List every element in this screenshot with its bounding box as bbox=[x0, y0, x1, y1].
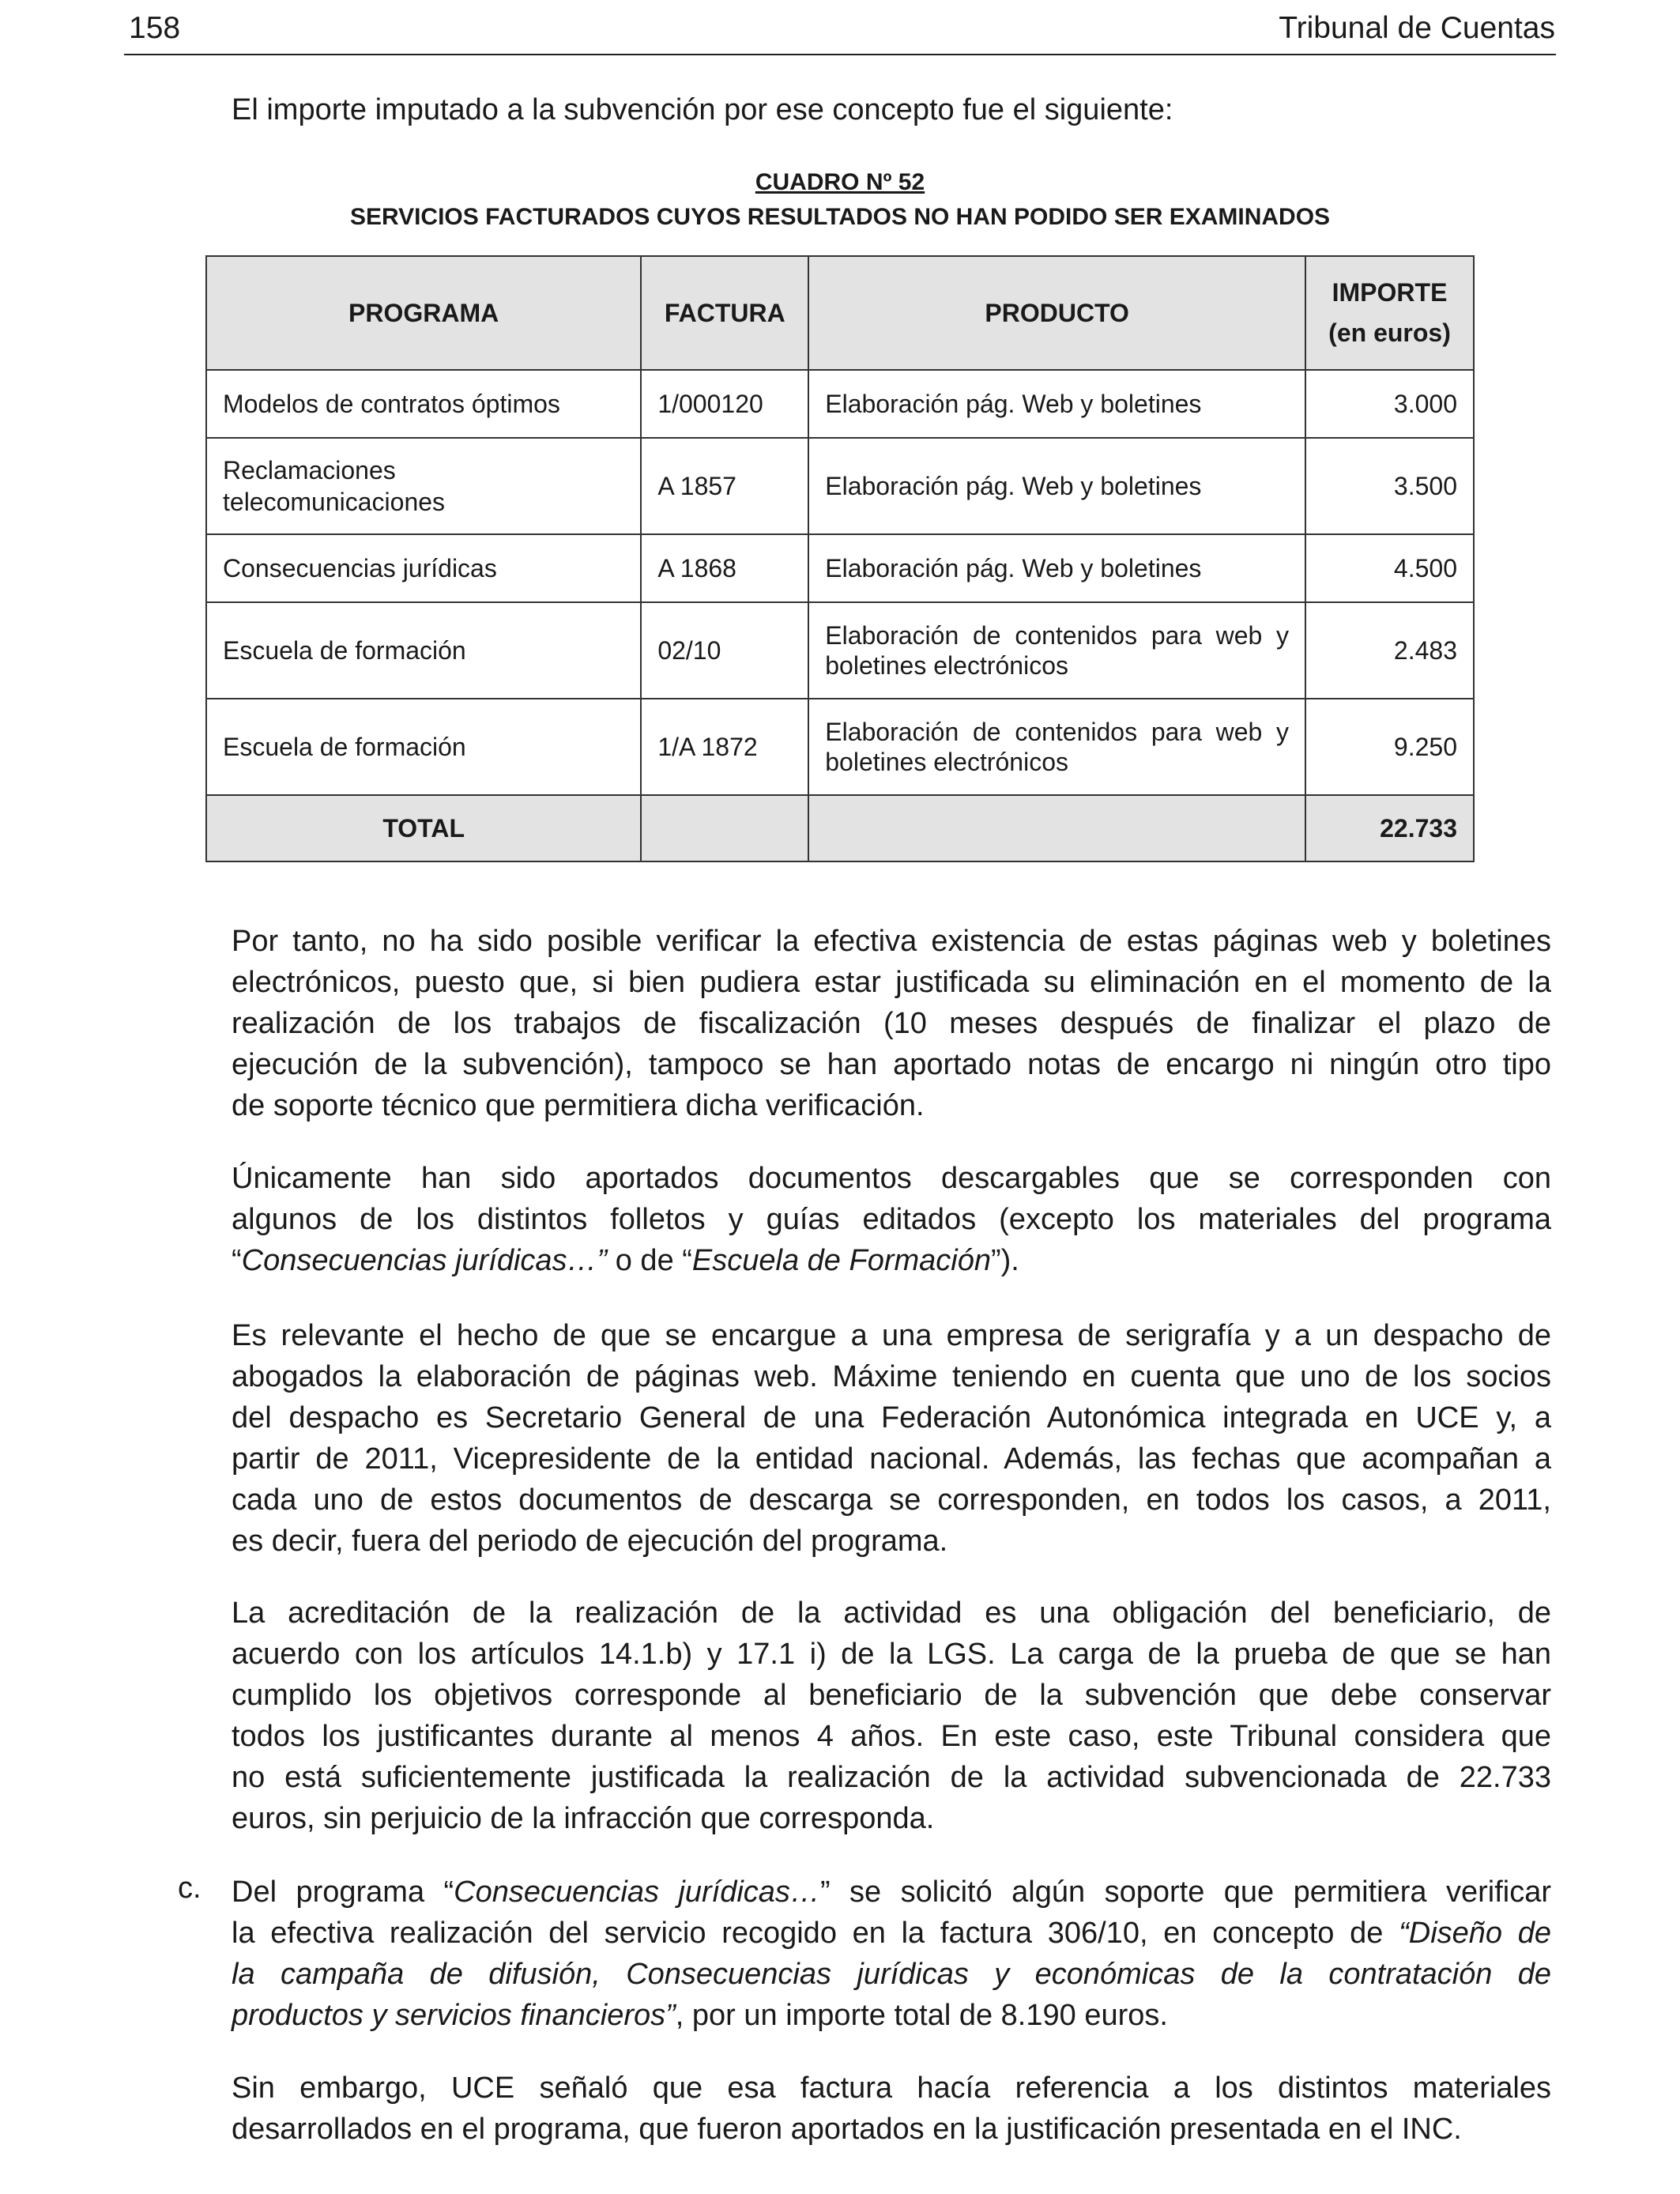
text-fragment: ” se solicitó algún soporte que permitiera verificar bbox=[819, 1875, 1551, 1909]
text-line: cada uno de estos documentos de descarga se corresponden, en todos los casos, a 2011, bbox=[232, 1483, 1551, 1517]
text-line: todos los justificantes durante al menos 4 años. En este caso, este Tribunal considera que bbox=[232, 1720, 1551, 1753]
text-line bbox=[232, 1913, 1551, 1954]
paragraph-uce-response bbox=[232, 2068, 1551, 2150]
paragraph-item-c bbox=[232, 1872, 1551, 2036]
cell-programa: Consecuencias jurídicas bbox=[206, 534, 641, 602]
cell-factura: A 1857 bbox=[641, 438, 808, 534]
table-header-row bbox=[206, 256, 1474, 370]
header-factura: FACTURA bbox=[641, 256, 808, 370]
text-line: La acreditación de la realización de la actividad es una obligación del beneficiario, de bbox=[232, 1596, 1551, 1630]
table-row bbox=[206, 699, 1474, 795]
header-importe-unit: (en euros) bbox=[1328, 319, 1451, 347]
services-table bbox=[205, 255, 1475, 862]
text-line: algunos de los distintos folletos y guías editados (excepto los materiales del programa bbox=[232, 1203, 1551, 1236]
text-fragment: Del programa “ bbox=[232, 1875, 454, 1909]
header-programa: PROGRAMA bbox=[206, 256, 641, 370]
cell-importe: 3.500 bbox=[1305, 438, 1474, 534]
italic-concept: productos y servicios financieros” bbox=[232, 1999, 676, 2032]
table-total-row bbox=[206, 795, 1474, 861]
text-line: desarrollados en el programa, que fueron aportados en la justificación presentada en el INC. bbox=[232, 2113, 1462, 2146]
text-line: Por tanto, no ha sido posible verificar la efectiva existencia de estas páginas web y boletines bbox=[232, 925, 1551, 958]
italic-concept: la campaña de difusión, Consecuencias jurídicas y económicas de la contratación de bbox=[232, 1958, 1551, 1991]
text-fragment: “ bbox=[232, 1244, 242, 1277]
text-line: es decir, fuera del periodo de ejecución del programa. bbox=[232, 1525, 948, 1558]
table-row bbox=[206, 438, 1474, 534]
cell-importe: 4.500 bbox=[1305, 534, 1474, 602]
italic-program-name: Consecuencias jurídicas… bbox=[454, 1875, 820, 1909]
text-line: Sin embargo, UCE señaló que esa factura hacía referencia a los distintos materiales bbox=[232, 2071, 1551, 2105]
text-line bbox=[232, 1240, 1551, 1281]
table-row bbox=[206, 534, 1474, 602]
page-number: 158 bbox=[129, 11, 181, 45]
text-fragment: ”). bbox=[991, 1244, 1019, 1277]
cell-programa: Modelos de contratos óptimos bbox=[206, 370, 641, 438]
text-line: abogados la elaboración de páginas web. Máxime teniendo en cuenta que uno de los socios bbox=[232, 1360, 1551, 1393]
cell-importe: 2.483 bbox=[1305, 602, 1474, 699]
cell-importe: 9.250 bbox=[1305, 699, 1474, 795]
text-line: acuerdo con los artículos 14.1.b) y 17.1 i) de la LGS. La carga de la prueba de que se han bbox=[232, 1638, 1551, 1671]
publisher-name: Tribunal de Cuentas bbox=[1279, 11, 1555, 45]
table-caption-number: CUADRO Nº 52 bbox=[755, 169, 925, 195]
paragraph-relevance bbox=[232, 1315, 1551, 1562]
cell-producto: Elaboración pág. Web y boletines bbox=[808, 438, 1305, 534]
total-empty-cell bbox=[641, 795, 808, 861]
text-line: partir de 2011, Vicepresidente de la entidad nacional. Además, las fechas que acompañan a bbox=[232, 1442, 1551, 1476]
paragraph-verification bbox=[232, 921, 1551, 1126]
cell-producto: Elaboración de contenidos para web y boletines electrónicos bbox=[808, 602, 1305, 699]
text-line bbox=[232, 1995, 1551, 2036]
text-line: del despacho es Secretario General de una Federación Autonómica integrada en UCE y, a bbox=[232, 1401, 1551, 1434]
italic-program-name: Escuela de Formación bbox=[691, 1244, 991, 1277]
italic-program-name: Consecuencias jurídicas…” bbox=[241, 1244, 608, 1277]
cell-producto: Elaboración pág. Web y boletines bbox=[808, 534, 1305, 602]
italic-concept: “Diseño de bbox=[1399, 1917, 1551, 1950]
paragraph-documents bbox=[232, 1158, 1551, 1281]
text-line: cumplido los objetivos corresponde al beneficiario de la subvención que debe conservar bbox=[232, 1679, 1551, 1712]
cell-programa: Reclamaciones telecomunicaciones bbox=[206, 438, 641, 534]
cell-producto: Elaboración pág. Web y boletines bbox=[808, 370, 1305, 438]
header-rule bbox=[124, 54, 1556, 55]
cell-factura: 1/A 1872 bbox=[641, 699, 808, 795]
text-line bbox=[232, 1872, 1551, 1913]
header-producto: PRODUCTO bbox=[808, 256, 1305, 370]
total-value: 22.733 bbox=[1305, 795, 1474, 861]
intro-paragraph bbox=[232, 89, 1551, 130]
cell-factura: A 1868 bbox=[641, 534, 808, 602]
text-line: electrónicos, puesto que, si bien pudiera estar justificada su eliminación en el momento de la bbox=[232, 966, 1551, 999]
total-empty-cell bbox=[808, 795, 1305, 861]
total-label: TOTAL bbox=[206, 795, 641, 861]
header-importe-label: IMPORTE bbox=[1332, 278, 1448, 307]
text-line: Únicamente han sido aportados documentos descargables que se corresponden con bbox=[232, 1162, 1551, 1195]
text-line: realización de los trabajos de fiscalización (10 meses después de finalizar el plazo de bbox=[232, 1007, 1551, 1040]
text-line: Es relevante el hecho de que se encargue a una empresa de serigrafía y a un despacho de bbox=[232, 1319, 1551, 1352]
text-line: euros, sin perjuicio de la infracción que corresponda. bbox=[232, 1802, 935, 1835]
cell-importe: 3.000 bbox=[1305, 370, 1474, 438]
text-fragment: o de “ bbox=[607, 1244, 692, 1277]
cell-factura: 02/10 bbox=[641, 602, 808, 699]
header-importe bbox=[1305, 256, 1474, 370]
cell-programa: Escuela de formación bbox=[206, 602, 641, 699]
table-row bbox=[206, 370, 1474, 438]
text-line: no está suficientemente justificada la realización de la actividad subvencionada de 22.733 bbox=[232, 1761, 1551, 1794]
paragraph-accreditation bbox=[232, 1593, 1551, 1839]
text-line bbox=[232, 1954, 1551, 1995]
table-caption-title: SERVICIOS FACTURADOS CUYOS RESULTADOS NO HAN PODIDO SER EXAMINADOS bbox=[349, 204, 1331, 230]
cell-programa: Escuela de formación bbox=[206, 699, 641, 795]
text-fragment: la efectiva realización del servicio recogido en la factura 306/10, en concepto de bbox=[232, 1917, 1399, 1950]
cell-factura: 1/000120 bbox=[641, 370, 808, 438]
cell-producto: Elaboración de contenidos para web y boletines electrónicos bbox=[808, 699, 1305, 795]
intro-text: El importe imputado a la subvención por ese concepto fue el siguiente: bbox=[232, 93, 1173, 126]
table-row bbox=[206, 602, 1474, 699]
list-marker-c: c. bbox=[178, 1872, 202, 1905]
text-fragment: , por un importe total de 8.190 euros. bbox=[675, 1999, 1168, 2032]
text-line: de soporte técnico que permitiera dicha verificación. bbox=[232, 1089, 925, 1122]
text-line: ejecución de la subvención), tampoco se han aportado notas de encargo ni ningún otro tipo bbox=[232, 1048, 1551, 1081]
